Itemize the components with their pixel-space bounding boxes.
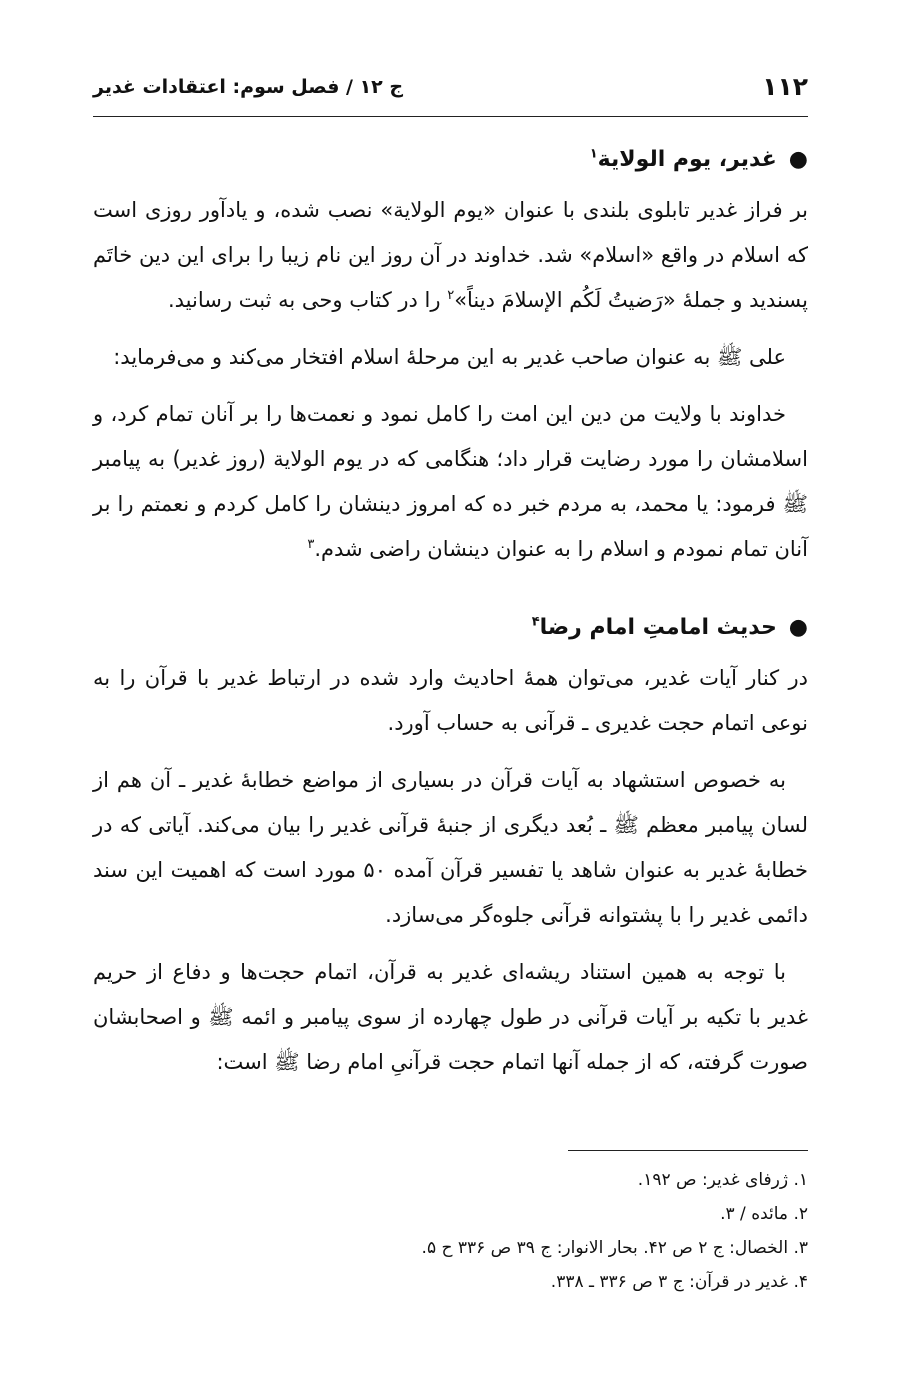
bullet-icon: ● (788, 615, 808, 640)
section-heading-ghadir (93, 132, 808, 188)
footnote-ref: ۲ (447, 288, 455, 303)
paragraph: علی ﷺ به عنوان صاحب غدیر به این مرحلۀ اسلام افتخار می‌کند و می‌فرماید: (113, 345, 786, 369)
heading-text: حدیث امامتِ امام رضا (539, 615, 777, 640)
page-number: ۱۱۲ (762, 72, 808, 101)
heading-text: غدیر، یوم الولایة (597, 147, 777, 172)
footnotes (93, 1163, 808, 1299)
footnote-2: ۲. مائده / ۳. (720, 1204, 808, 1224)
footnote-ref: ۴ (531, 614, 540, 630)
page-body (93, 132, 808, 1085)
footnote-ref: ۱ (589, 146, 598, 162)
paragraph-text: را در کتاب وحی به ثبت رسانید. (167, 288, 448, 312)
paragraph-text: بر فراز غدیر تابلوی بلندی با عنوان «یوم الولایة» نصب شده، و یادآور روزی است که اسلام در واقع «اسلام» شد. خداوند در آن روز این نام زیبا را برای این دین خاتَم پسندید و جملۀ «رَضیتُ لَکُم الإسلامَ دیناً» (93, 198, 808, 312)
paragraph-text: خداوند با ولایت من دین این امت را کامل نمود و نعمت‌ها را بر آنان تمام کرد، و اسلامشان را مورد رضایت قرار داد؛ هنگامی که در یوم الولایة (روز غدیر) به پیامبر ﷺ فرمود: یا محمد، به مردم خبر ده که امروز دینشان را کامل کردم و نعمتم را بر آنان تمام نمودم و اسلام را به عنوان دینشان راضی شدم. (93, 402, 808, 561)
paragraph: به خصوص استشهاد به آیات قرآن در بسیاری از مواضع خطابۀ غدیر ـ آن هم از لسان پیامبر معظم ﷺ ـ بُعد دیگری از جنبۀ قرآنی غدیر را بیان می‌کند. آیاتی که در خطابۀ غدیر به عنوان شاهد یا تفسیر قرآن آمده ۵۰ مورد است که اهمیت این سند دائمی غدیر را با پشتوانه قرآنی جلوه‌گر می‌سازد. (93, 768, 808, 927)
page-header (93, 68, 808, 117)
section-heading-imam-reza (93, 600, 808, 656)
footnote-3: ۳. الخصال: ج ۲ ص ۴۲. بحار الانوار: ج ۳۹ ص ۳۳۶ ح ۵. (421, 1238, 808, 1258)
footnote-1: ۱. ژرفای غدیر: ص ۱۹۲. (637, 1170, 808, 1190)
quote-paragraph (93, 392, 808, 572)
paragraph: در کنار آیات غدیر، می‌توان همۀ احادیث وارد شده در ارتباط غدیر با قرآن را به نوعی اتمام حجت غدیری ـ قرآنی به حساب آورد. (93, 666, 808, 735)
footnote-divider (568, 1150, 808, 1151)
section-spacer (93, 572, 808, 600)
running-title: ج ۱۲ / فصل سوم: اعتقادات غدیر (93, 76, 404, 98)
paragraph (93, 188, 808, 323)
paragraph: با توجه به همین استناد ریشه‌ای غدیر به قرآن، اتمام حجت‌ها و دفاع از حریم غدیر با تکیه بر آیات قرآنی در طول چهارده از سوی پیامبر و ائمه ﷺ و اصحابشان صورت گرفته، که از جمله آنها اتمام حجت قرآنیِ امام رضا ﷺ است: (93, 960, 808, 1074)
bullet-icon: ● (788, 147, 808, 172)
footnote-4: ۴. غدیر در قرآن: ج ۳ ص ۳۳۶ ـ ۳۳۸. (550, 1272, 808, 1292)
footnote-ref: ۳ (307, 537, 315, 552)
